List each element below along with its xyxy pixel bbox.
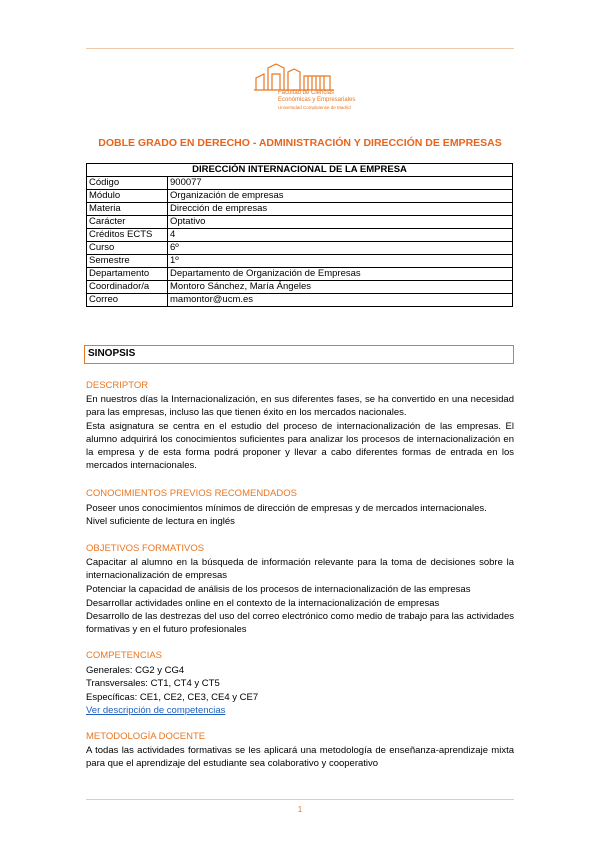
row-label: Código	[87, 177, 168, 190]
competencias-generales: Generales: CG2 y CG4	[86, 665, 185, 676]
table-row	[87, 242, 513, 255]
course-title: DIRECCIÓN INTERNACIONAL DE LA EMPRESA	[87, 164, 513, 177]
row-value: Optativo	[168, 216, 513, 229]
page-number: 1	[297, 805, 303, 814]
row-label: Materia	[87, 203, 168, 216]
row-value: Organización de empresas	[168, 190, 513, 203]
row-value: 4	[168, 229, 513, 242]
competencias-especificas: Específicas: CE1, CE2, CE3, CE4 y CE7	[86, 692, 259, 703]
table-row	[87, 216, 513, 229]
table-row	[87, 190, 513, 203]
row-label: Correo	[87, 294, 168, 307]
row-value: Montoro Sánchez, María Ángeles	[168, 281, 513, 294]
descriptor-heading: DESCRIPTOR	[86, 380, 149, 391]
logo-line-3: Universidad Complutense de Madrid	[278, 105, 351, 110]
competencias-heading: COMPETENCIAS	[86, 650, 163, 661]
sinopsis-header: SINOPSIS	[84, 345, 514, 364]
table-row	[87, 294, 513, 307]
table-row	[87, 281, 513, 294]
table-row	[87, 229, 513, 242]
objetivo-1: Capacitar al alumno en la búsqueda de información relevante para la toma de decisiones sobre la internacionalización de empresas	[86, 557, 514, 581]
competencias-transversales: Transversales: CT1, CT4 y CT5	[86, 678, 220, 689]
email-value[interactable]: mamontor@ucm.es	[168, 294, 513, 307]
logo-line-1: Facultad de Ciencias	[278, 90, 335, 96]
footer-rule	[86, 799, 514, 800]
metodologia-text: A todas las actividades formativas se les aplicará una metodología de enseñanza-aprendizaje mixta para que el aprendizaje del estudiante sea colaborativo y cooperativo	[86, 745, 514, 769]
objetivo-2: Potenciar la capacidad de análisis de los procesos de internacionalización de las empresas	[86, 584, 471, 595]
objetivo-3: Desarrollar actividades online en el contexto de la internacionalización de empresas	[86, 598, 440, 609]
row-label: Módulo	[87, 190, 168, 203]
metodologia-heading: METODOLOGÍA DOCENTE	[86, 731, 206, 742]
faculty-logo	[250, 60, 360, 110]
conocimientos-heading: CONOCIMIENTOS PREVIOS RECOMENDADOS	[86, 488, 297, 499]
row-label: Créditos ECTS	[87, 229, 168, 242]
row-label: Carácter	[87, 216, 168, 229]
row-value: Departamento de Organización de Empresas	[168, 268, 513, 281]
objetivos-heading: OBJETIVOS FORMATIVOS	[86, 543, 205, 554]
degree-title: DOBLE GRADO EN DERECHO - ADMINISTRACIÓN Y DIRECCIÓN DE EMPRESAS	[98, 137, 502, 149]
conocimientos-line-2: Nivel suficiente de lectura en inglés	[86, 516, 235, 527]
row-value: 900077	[168, 177, 513, 190]
table-row	[87, 268, 513, 281]
descriptor-paragraph-1: En nuestros días la Internacionalización, en sus diferentes fases, se ha convertido en una necesidad para las empresas, incluso las que tienen éxito en los mercados nacionales.	[86, 394, 514, 418]
row-label: Curso	[87, 242, 168, 255]
table-header-row	[87, 164, 513, 177]
row-label: Semestre	[87, 255, 168, 268]
row-label: Departamento	[87, 268, 168, 281]
table-row	[87, 177, 513, 190]
row-label: Coordinador/a	[87, 281, 168, 294]
competencias-link-row	[86, 704, 514, 717]
objetivo-4: Desarrollo de las destrezas del uso del correo electrónico como medio de trabajo para las actividades formativas y en el futuro profesionales	[86, 611, 514, 635]
conocimientos-line-1: Poseer unos conocimientos mínimos de dirección de empresas y de mercados internacionales.	[86, 503, 487, 514]
row-value: 1º	[168, 255, 513, 268]
table-row	[87, 255, 513, 268]
descriptor-paragraph-2: Esta asignatura se centra en el estudio del proceso de internacionalización de las empresas. El alumno adquirirá los conocimientos suficientes para analizar los procesos de internacionalización en la empresa y de esta forma podrá proponer y llevar a cabo diferentes formas de entrada en los mercados internacionales.	[86, 421, 514, 471]
competencias-link[interactable]: Ver descripción de competencias	[86, 705, 226, 716]
row-value: 6º	[168, 242, 513, 255]
table-row	[87, 203, 513, 216]
row-value: Dirección de empresas	[168, 203, 513, 216]
course-info-table	[86, 163, 513, 307]
logo-line-2: Económicas y Empresariales	[278, 97, 356, 103]
header-rule	[86, 48, 514, 49]
